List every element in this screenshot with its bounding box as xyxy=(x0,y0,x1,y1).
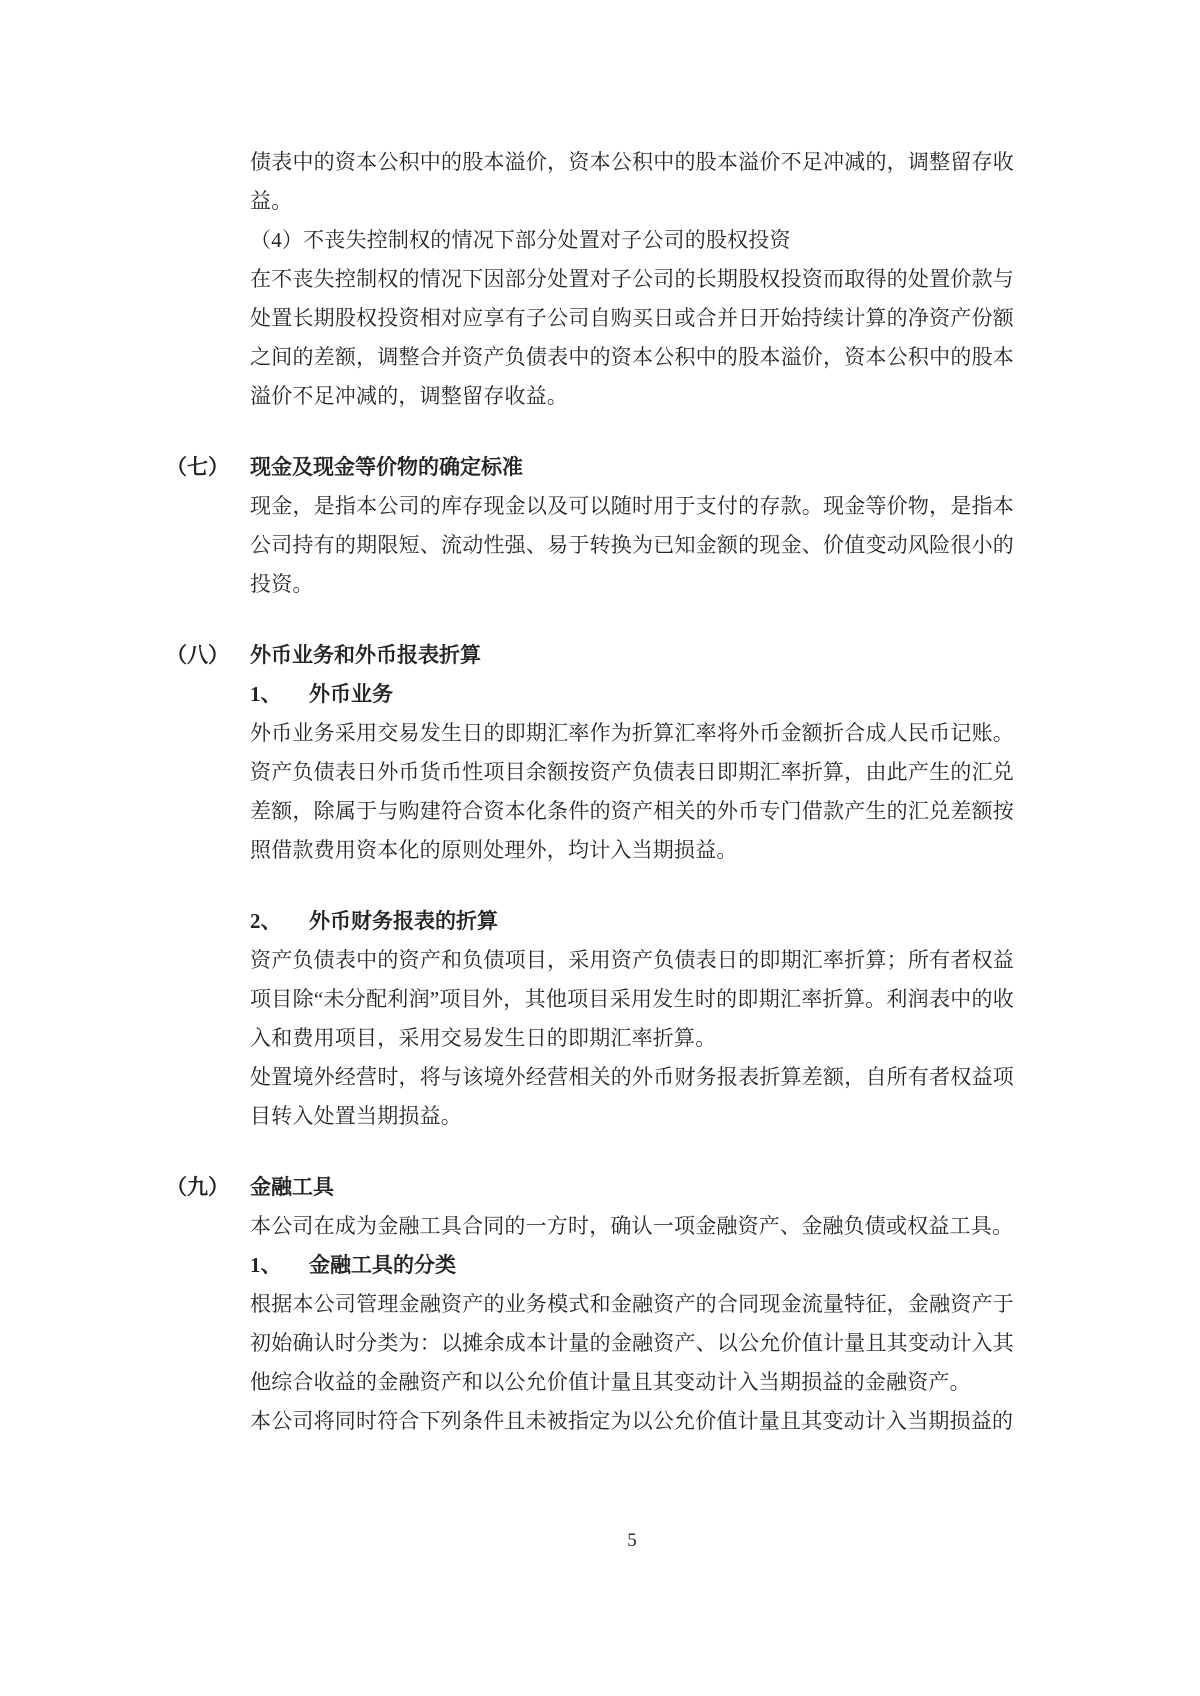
section-title: 金融工具 xyxy=(250,1175,334,1199)
section-title: 现金及现金等价物的确定标准 xyxy=(250,455,523,479)
section-heading-7 xyxy=(166,448,1014,487)
subsection-title: 外币业务 xyxy=(309,682,393,706)
paragraph: 根据本公司管理金融资产的业务模式和金融资产的合同现金流量特征，金融资产于初始确认时分类为：以摊余成本计量的金融资产、以公允价值计量且其变动计入其他综合收益的金融资产和以公允价值计量且其变动计入当期损益的金融资产。 xyxy=(250,1292,1014,1394)
paragraph: 外币业务采用交易发生日的即期汇率作为折算汇率将外币金额折合成人民币记账。资产负债表日外币货币性项目余额按资产负债表日即期汇率折算，由此产生的汇兑差额，除属于与购建符合资本化条件的资产相关的外币专门借款产生的汇兑差额按照借款费用资本化的原则处理外，均计入当期损益。 xyxy=(250,721,1014,862)
page-content xyxy=(166,143,1014,1441)
section-heading-9 xyxy=(166,1168,1014,1207)
section-title: 外币业务和外币报表折算 xyxy=(250,643,481,667)
section-heading-8 xyxy=(166,636,1014,675)
subsection-number: 2、 xyxy=(250,909,282,933)
page-number: 5 xyxy=(627,1530,637,1551)
subsection-title: 金融工具的分类 xyxy=(309,1253,456,1277)
paragraph: 本公司在成为金融工具合同的一方时，确认一项金融资产、金融负债或权益工具。 xyxy=(250,1214,1014,1238)
paragraph-continuation: 债表中的资本公积中的股本溢价，资本公积中的股本溢价不足冲减的，调整留存收益。 xyxy=(250,150,1014,213)
paragraph: 在不丧失控制权的情况下因部分处置对子公司的长期股权投资而取得的处置价款与处置长期股权投资相对应享有子公司自购买日或合并日开始持续计算的净资产份额之间的差额，调整合并资产负债表中的资本公积中的股本溢价，资本公积中的股本溢价不足冲减的，调整留存收益。 xyxy=(250,267,1014,408)
paragraph: 资产负债表中的资产和负债项目，采用资产负债表日的即期汇率折算；所有者权益项目除“未分配利润”项目外，其他项目采用发生时的即期汇率折算。利润表中的收入和费用项目，采用交易发生日的即期汇率折算。 xyxy=(250,948,1014,1050)
subsection-title: 外币财务报表的折算 xyxy=(309,909,498,933)
subsection-number: 1、 xyxy=(250,1253,282,1277)
subsection-heading-1 xyxy=(250,1246,1014,1285)
paragraph: 处置境外经营时，将与该境外经营相关的外币财务报表折算差额，自所有者权益项目转入处置当期损益。 xyxy=(250,1065,1014,1128)
paragraph-item-4: （4）不丧失控制权的情况下部分处置对子公司的股权投资 xyxy=(250,228,791,252)
paragraph: 本公司将同时符合下列条件且未被指定为以公允价值计量且其变动计入当期损益的 xyxy=(250,1409,1014,1433)
paragraph: 现金，是指本公司的库存现金以及可以随时用于支付的存款。现金等价物，是指本公司持有的期限短、流动性强、易于转换为已知金额的现金、价值变动风险很小的投资。 xyxy=(250,494,1014,596)
subsection-number: 1、 xyxy=(250,682,282,706)
subsection-heading-1 xyxy=(250,675,1014,714)
subsection-heading-2 xyxy=(250,902,1014,941)
section-number: （八） xyxy=(166,643,229,667)
section-number: （七） xyxy=(166,455,229,479)
section-number: （九） xyxy=(166,1175,229,1199)
